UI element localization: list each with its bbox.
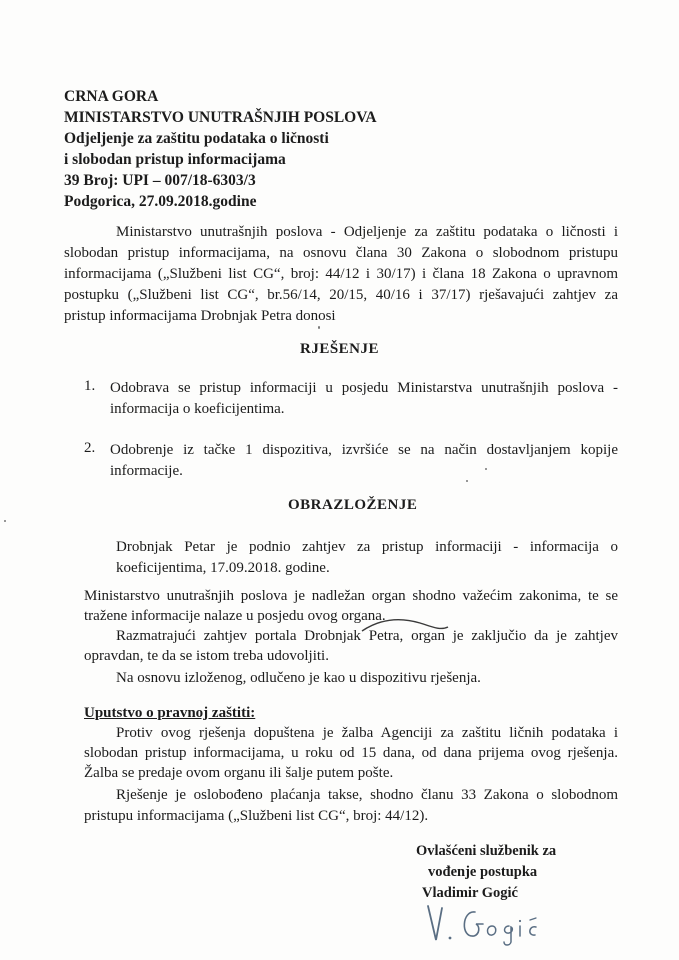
intro-line: Ministarstvo unutrašnjih poslova - Odjeljenje za zaštitu podataka o ličnosti i	[116, 224, 618, 240]
legal-remedy-p2-line1: Rješenje je oslobođeno plaćanja takse, shodno članu 33 Zakona o slobodnom	[116, 787, 618, 803]
header-reference: 39 Broj: UPI – 007/18-6303/3	[64, 172, 256, 189]
reasoning-p1-line2: koeficijentima, 17.09.2018. godine.	[116, 560, 330, 576]
header-department-line2: i slobodan pristup informacijama	[64, 151, 286, 168]
intro-line: postupku („Službeni list CG“, br.56/14, 20/15, 40/16 i 37/17) rješavajući zahtjev za	[64, 287, 618, 303]
legal-remedy-p1-line2: slobodan pristup informacijama, u roku od 15 dana, od dana prijema ovog rješenja.	[84, 745, 618, 761]
intro-line: slobodan pristup informacijama, na osnovu člana 30 Zakona o slobodnom pristupu	[64, 245, 618, 261]
reasoning-p2-line1: Ministarstvo unutrašnjih poslova je nadležan organ shodno važećim zakonima, te se	[84, 588, 618, 604]
scan-speck	[4, 520, 6, 522]
decision-title: RJEŠENJE	[300, 341, 380, 357]
legal-remedy-p1-line3: Žalba se predaje ovom organu ili šalje putem pošte.	[84, 765, 394, 781]
signature-title-line2: vođenje postupka	[428, 864, 538, 880]
header-place-date: Podgorica, 27.09.2018.godine	[64, 193, 257, 210]
intro-line: informacijama („Službeni list CG“, broj: 44/12 i 30/17) i člana 18 Zakona o upravnom	[64, 266, 618, 282]
scan-speck	[485, 468, 487, 470]
reasoning-p3-line1: Razmatrajući zahtjev portala Drobnjak Petra, organ je zaključio da je zahtjev	[116, 628, 618, 644]
legal-remedy-p2-line2: pristupu informacijama („Službeni list CG“, broj: 44/12).	[84, 808, 429, 824]
scan-speck	[466, 480, 468, 482]
legal-remedy-title: Uputstvo o pravnoj zaštiti:	[84, 705, 256, 721]
reasoning-p4: Na osnovu izloženog, odlučeno je kao u dispozitivu rješenja.	[116, 670, 481, 686]
intro-line: pristup informacijama Drobnjak Petra donosi	[64, 308, 336, 324]
reasoning-p3-line2: opravdan, te da se istom treba udovoljiti.	[84, 648, 329, 664]
signature-title-line1: Ovlašćeni službenik za	[416, 843, 557, 859]
legal-remedy-p1-line1: Protiv ovog rješenja dopuštena je žalba Agenciji za zaštitu ličnih podataka i	[116, 725, 618, 741]
decision-item-text: Odobrava se pristup informaciji u posjedu Ministarstva unutrašnjih poslova -	[110, 380, 618, 396]
decision-item-text: informacije.	[110, 463, 183, 479]
signature-name: Vladimir Gogić	[422, 885, 518, 901]
handwritten-signature	[420, 900, 560, 950]
scan-speck	[318, 326, 320, 329]
decision-item-text: informacija o koeficijentima.	[110, 401, 285, 417]
header-ministry: MINISTARSTVO UNUTRAŠNJIH POSLOVA	[64, 109, 377, 126]
decision-item-number: 2.	[84, 440, 96, 456]
header-department-line1: Odjeljenje za zaštitu podataka o ličnosti	[64, 130, 329, 147]
reasoning-title: OBRAZLOŽENJE	[288, 497, 418, 513]
reasoning-p1-line1: Drobnjak Petar je podnio zahtjev za pristup informaciji - informacija o	[116, 539, 618, 555]
reasoning-p2-line2: tražene informacije nalaze u posjedu ovog organa.	[84, 608, 386, 624]
strikethrough-mark	[360, 615, 450, 637]
decision-item-text: Odobrenje iz tačke 1 dispozitiva, izvršiće se na način dostavljanjem kopije	[110, 442, 618, 458]
header-country: CRNA GORA	[64, 88, 159, 105]
decision-item-number: 1.	[84, 378, 96, 394]
